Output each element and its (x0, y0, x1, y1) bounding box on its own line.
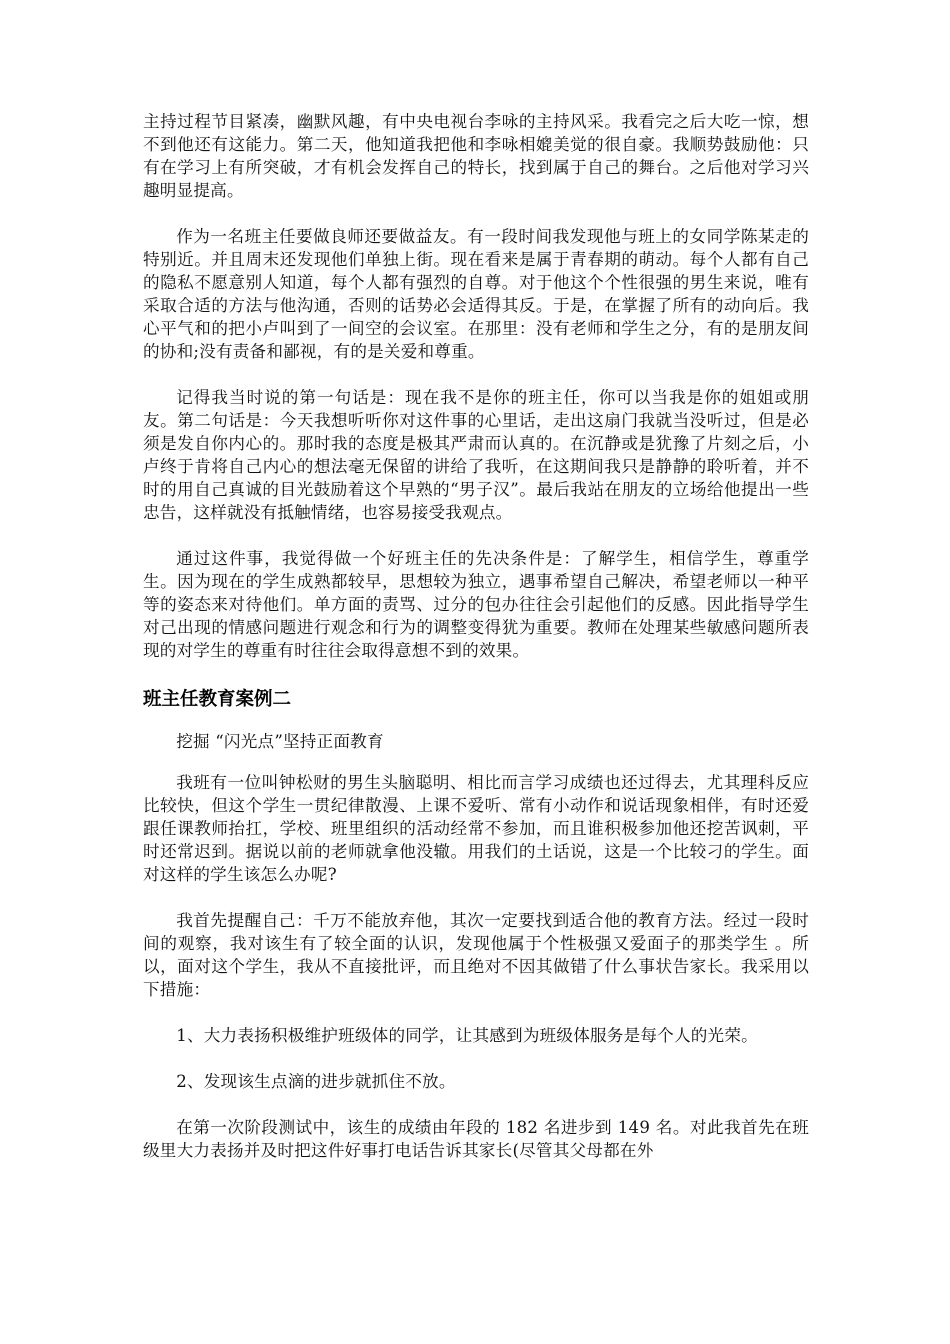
section-subtitle: 挖掘 “闪光点”坚持正面教育 (176, 732, 384, 751)
body-paragraph: 记得我当时说的第一句话是：现在我不是你的班主任，你可以当我是你的姐姐或朋友。第二句话是：今天我想听听你对这件事的心里话，走出这扇门我就当没听过，但是必须是发自你内心的。那时我的态度是极其严肃而认真的。在沉静或是犹豫了片刻之后，小卢终于肯将自己内心的想法毫无保留的讲给了我听，在这期间我只是静静的聆听着，并不时的用自己真诚的目光鼓励着这个早熟的“男子汉”。最后我站在朋友的立场给他提出一些忠告，这样就没有抵触情绪，也容易接受我观点。 (143, 388, 809, 522)
body-paragraph: 我首先提醒自己：千万不能放弃他，其次一定要找到适合他的教育方法。经过一段时间的观察，我对该生有了较全面的认识，发现他属于个性极强又爱面子的那类学生 。所以，面对这个学生，我从不直接批评，而且绝对不因其做错了什么事状告家长。我采用以下措施： (143, 911, 809, 999)
body-paragraph: 我班有一位叫钟松财的男生头脑聪明、相比而言学习成绩也还过得去，尤其理科反应比较快，但这个学生一贯纪律散漫、上课不爱听、常有小动作和说话现象相伴，有时还爱跟任课教师抬扛，学校、班里组织的活动经常不参加，而且谁积极参加他还挖苦讽刺，平时还常迟到。据说以前的老师就拿他没辙。用我们的土话说，这是一个比较刁的学生。面对这样的学生该怎么办呢? (143, 773, 809, 884)
body-paragraph: 作为一名班主任要做良师还要做益友。有一段时间我发现他与班上的女同学陈某走的特别近。并且周末还发现他们单独上街。现在看来是属于青春期的萌动。每个人都有自己的隐私不愿意别人知道，每个人都有强烈的自尊。对于他这个个性很强的男生来说，唯有采取合适的方法与他沟通，否则的话势必会适得其反。于是，在掌握了所有的动向后。我心平气和的把小卢叫到了一间空的会议室。在那里：没有老师和学生之分，有的是朋友间的协和;没有责备和鄙视，有的是关爱和尊重。 (143, 227, 809, 361)
list-item: 2、发现该生点滴的进步就抓住不放。 (176, 1072, 456, 1091)
body-paragraph: 主持过程节目紧凑，幽默风趣，有中央电视台李咏的主持风采。我看完之后大吃一惊，想不到他还有这能力。第二天，他知道我把他和李咏相媲美觉的很自豪。我顺势鼓励他：只有在学习上有所突破，才有机会发挥自己的特长，找到属于自己的舞台。之后他对学习兴趣明显提高。 (143, 112, 809, 200)
section-heading: 班主任教育案例二 (143, 689, 292, 710)
body-paragraph: 在第一次阶段测试中，该生的成绩由年段的 182 名进步到 149 名。对此我首先在班级里大力表扬并及时把这件好事打电话告诉其家长(尽管其父母都在外 (143, 1118, 809, 1160)
document-page (143, 110, 809, 1162)
list-item: 1、大力表扬积极维护班级体的同学，让其感到为班级体服务是每个人的光荣。 (176, 1026, 758, 1045)
body-paragraph: 通过这件事，我觉得做一个好班主任的先决条件是：了解学生，相信学生，尊重学生。因为现在的学生成熟都较早，思想较为独立，遇事希望自己解决，希望老师以一种平等的姿态来对待他们。单方面的责骂、过分的包办往往会引起他们的反感。因此指导学生对己出现的情感问题进行观念和行为的调整变得犹为重要。教师在处理某些敏感问题所表现的对学生的尊重有时往往会取得意想不到的效果。 (143, 549, 809, 660)
